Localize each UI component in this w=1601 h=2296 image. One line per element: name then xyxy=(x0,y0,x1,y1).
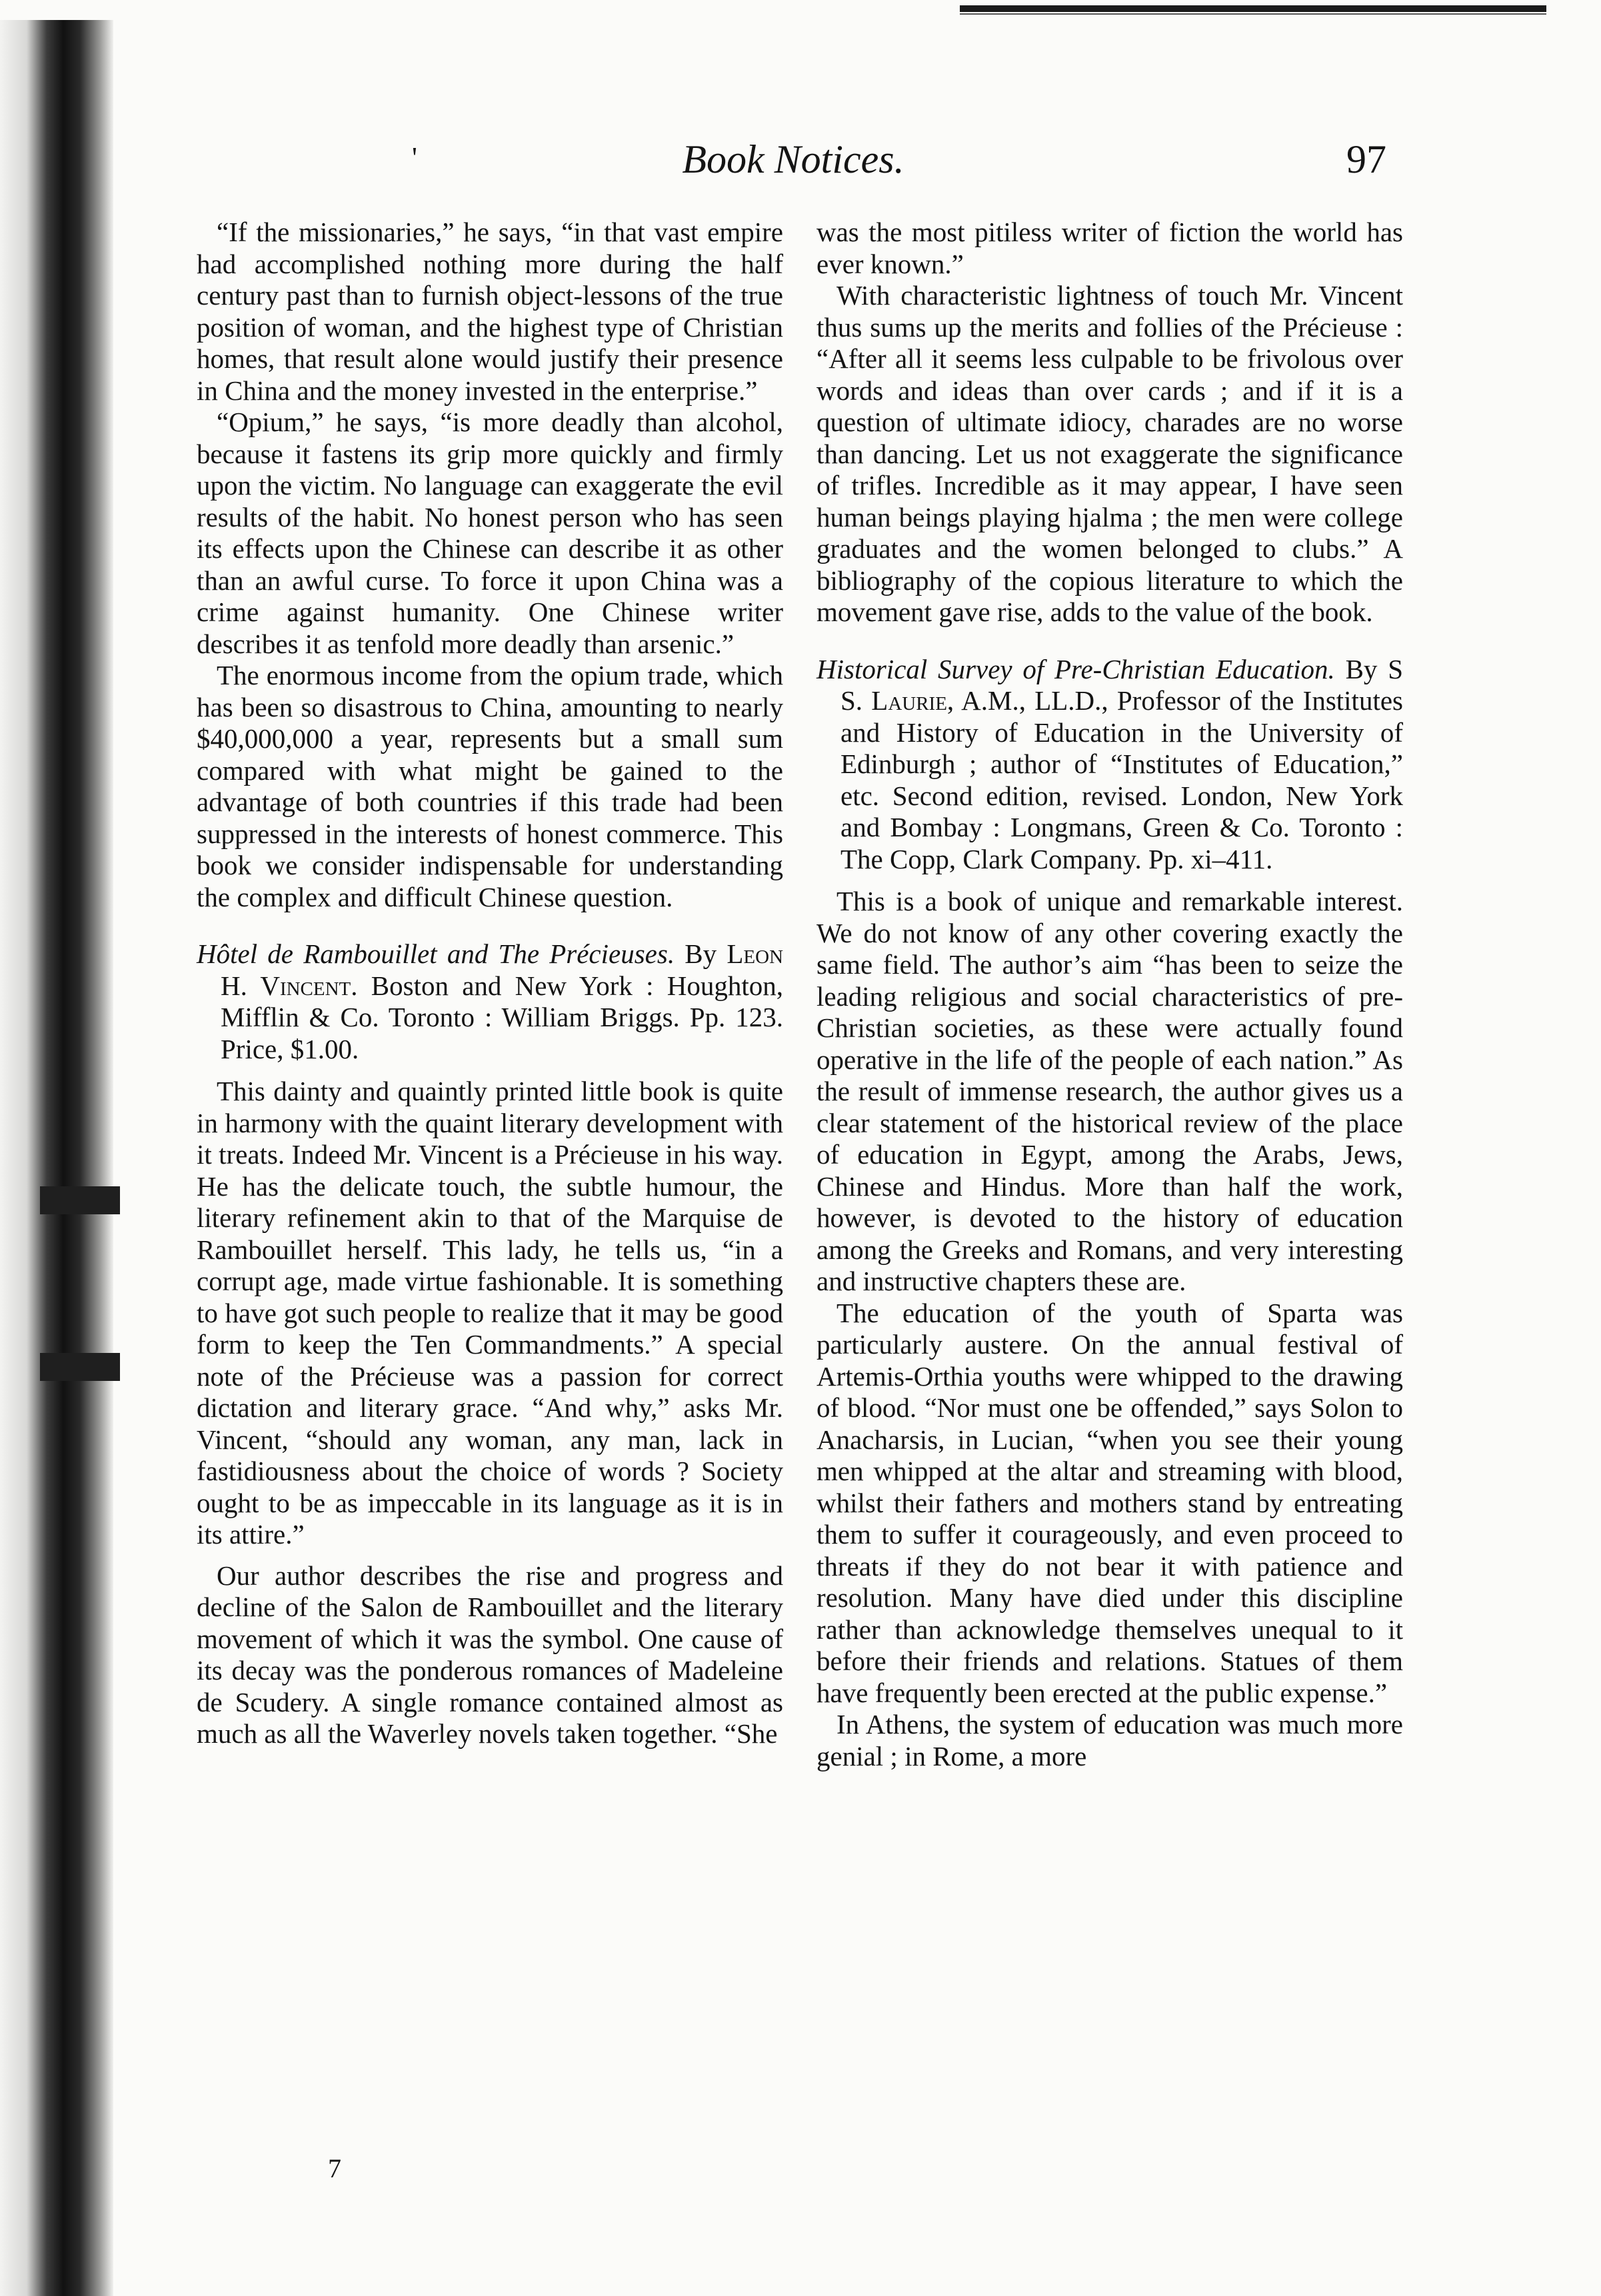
signature-mark: 7 xyxy=(328,2153,341,2183)
header-mark: ' xyxy=(412,141,417,174)
running-header xyxy=(200,137,1386,197)
spine-mark xyxy=(40,1186,120,1214)
top-rule xyxy=(960,5,1546,12)
page-spine-shadow xyxy=(0,20,113,2296)
paragraph: This dainty and quaintly printed little book is quite in harmony with the quaint literary development with it treats. Indeed Mr. Vincent is a Précieuse in his way. He has the delicate touch, the subtle humour, the literary refinement akin to that of the Marquise de Rambouillet herself. This lady, he tells us, “in a corrupt age, made virtue fashionable. It is something to have got such people to realize that it may be good form to keep the Ten Commandments.” A special note of the Précieuse was a passion for correct dictation and literary grace. “And why,” asks Mr. Vincent, “should any woman, any man, lack in fastidiousness about the choice of words ? Society ought to be as impeccable in its language as it is in its attire.” xyxy=(197,1076,783,1550)
book-notice-heading xyxy=(816,654,1403,876)
paragraph: was the most pitiless writer of fiction the world has ever known.” xyxy=(816,217,1403,279)
paragraph: Our author describes the rise and progress and decline of the Salon de Rambouillet and the literary movement of which it was the symbol. One cause of its decay was the ponderous romances of Madeleine de Scudery. A single romance contained almost as much as all the Waverley novels taken together. “She xyxy=(197,1560,783,1749)
running-title: Book Notices. xyxy=(682,137,904,181)
book-by: By xyxy=(1345,653,1378,684)
paragraph: With characteristic lightness of touch Mr. Vincent thus sums up the merits and follies of the Précieuse : “After all it seems less culpable to be frivolous over words and ideas than over cards ; and if it is a question of ultimate idiocy, charades are no worse than dancing. Let us not exaggerate the significance of trifles. Incredible as it may appear, I have seen human beings playing hjalma ; the men were college graduates and the women belonged to clubs.” A bibliography of the copious literature to which the movement gave rise, adds to the value of the book. xyxy=(816,280,1403,627)
book-notice-heading xyxy=(197,938,783,1065)
spine-mark xyxy=(40,1353,120,1381)
top-rule-thin xyxy=(960,13,1546,15)
right-column xyxy=(816,217,1403,1772)
book-author: S S. Laurie, xyxy=(840,653,1404,716)
book-publication: A.M., LL.D., Professor of the Institutes and History of Education in the University of Edinburgh ; author of “Institutes of Education,” etc. Second edition, revised. London, New York and Bombay : Longmans, Green & Co. Toronto : The Copp, Clark Company. Pp. xi–411. xyxy=(840,685,1403,874)
paragraph: The enormous income from the opium trade, which has been so disastrous to China, amounting to nearly $40,000,000 a year, represents but a small sum compared with what might be gained to the advantage of both countries if this trade had been suppressed in the interests of honest commerce. This book we consider indispensable for understanding the complex and difficult Chinese question. xyxy=(197,660,783,912)
left-column xyxy=(197,217,783,1750)
paragraph: “Opium,” he says, “is more deadly than alcohol, because it fastens its grip more quickly and firmly upon the victim. No language can exaggerate the evil results of the habit. No honest person who has seen its effects upon the Chinese can describe it as other than an awful curse. To force it upon China was a crime against humanity. One Chinese writer describes it as tenfold more deadly than arsenic.” xyxy=(197,407,783,659)
book-by: By xyxy=(685,938,717,969)
paragraph: This is a book of unique and remarkable interest. We do not know of any other covering exactly the same field. The author’s aim “has been to seize the leading religious and social characteristics of pre-Christian societies, as these were actually found operative in the life of the people of each nation.” As the result of immense research, the author gives us a clear statement of the historical review of the place of education in Egypt, among the Arabs, Jews, Chinese and Hindus. More than half the work, however, is devoted to the history of education among the Greeks and Romans, and very interesting and instructive chapters these are. xyxy=(816,886,1403,1296)
paragraph: In Athens, the system of education was much more genial ; in Rome, a more xyxy=(816,1709,1403,1771)
book-title: Historical Survey of Pre-Christian Education. xyxy=(816,653,1335,684)
book-publication: Boston and New York : Houghton, Mifflin & Co. Toronto : William Briggs. Pp. 123. Price, $1.00. xyxy=(221,970,783,1064)
paragraph: “If the missionaries,” he says, “in that vast empire had accomplished nothing more during the half century past than to furnish object-lessons of the true position of woman, and the highest type of Christian homes, that result alone would justify their presence in China and the money invested in the enterprise.” xyxy=(197,217,783,406)
page-number: 97 xyxy=(1346,137,1386,181)
book-title: Hôtel de Rambouillet and The Précieuses. xyxy=(197,938,675,969)
paragraph: The education of the youth of Sparta was particularly austere. On the annual festival of Artemis-Orthia youths were whipped to the drawing of blood. “Nor must one be offended,” says Solon to Anacharsis, in Lucian, “when you see their young men whipped at the altar and streaming with blood, whilst their fathers and mothers stand by entreating them to suffer it courageously, and even proceed to threats if they do not bear it with patience and resolution. Many have died under this discipline rather than acknowledge themselves unequal to it before their friends and relations. Statues of them have frequently been erected at the public expense.” xyxy=(816,1297,1403,1708)
book-author: Leon H. Vincent. xyxy=(221,938,784,1001)
